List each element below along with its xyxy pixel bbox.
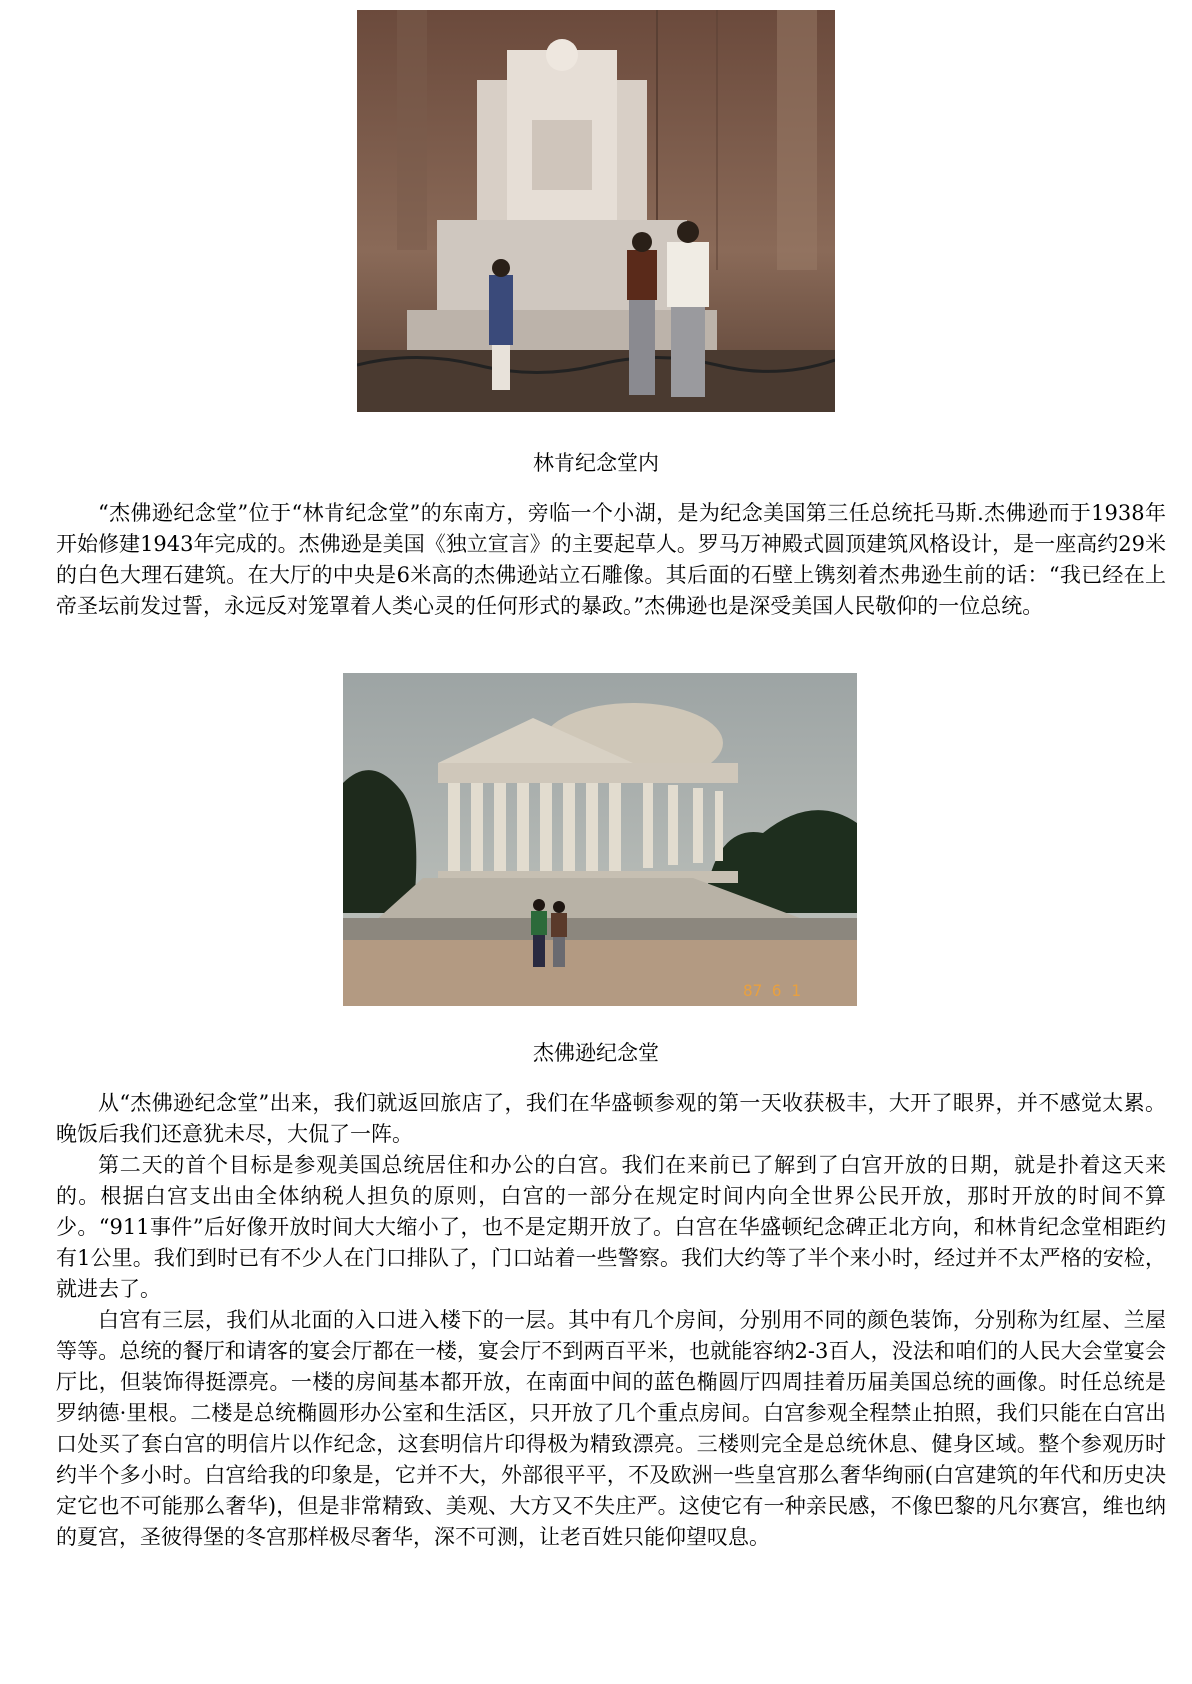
date-stamp: 87 6 1 [743,981,801,1000]
figure-caption: 林肯纪念堂内 [533,451,659,475]
paragraph: “杰佛逊纪念堂”位于“林肯纪念堂”的东南方，旁临一个小湖，是为纪念美国第三任总统托马斯.杰佛逊而于1938年开始修建1943年完成的。杰佛逊是美国《独立宣言》的主要起草人。罗马万神殿式圆顶建筑风格设计，是一座高约29米的白色大理石建筑。在大厅的中央是6米高的杰佛逊站立石雕像。其后面的石壁上镌刻着杰弗逊生前的话：“我已经在上帝圣坛前发过誓，永远反对笼罩着人类心灵的任何形式的暴政。”杰佛逊也是深受美国人民敬仰的一位总统。 [56,501,1166,618]
paragraph: 从“杰佛逊纪念堂”出来，我们就返回旅店了，我们在华盛顿参观的第一天收获极丰，大开了眼界，并不感觉太累。晚饭后我们还意犹未尽，大侃了一阵。 [56,1091,1166,1146]
jefferson-memorial-photo [343,673,857,1006]
figure-caption: 杰佛逊纪念堂 [533,1041,659,1065]
lincoln-statue-photo [357,10,835,412]
paragraph: 第二天的首个目标是参观美国总统居住和办公的白宫。我们在来前已了解到了白宫开放的日期，就是扑着这天来的。根据白宫支出由全体纳税人担负的原则，白宫的一部分在规定时间内向全世界公民开放，那时开放的时间不算少。“911事件”后好像开放时间大大缩小了，也不是定期开放了。白宫在华盛顿纪念碑正北方向，和林肯纪念堂相距约有1公里。我们到时已有不少人在门口排队了，门口站着一些警察。我们大约等了半个来小时，经过并不太严格的安检，就进去了。 [56,1153,1166,1301]
paragraph: 白宫有三层，我们从北面的入口进入楼下的一层。其中有几个房间，分别用不同的颜色装饰，分别称为红屋、兰屋等等。总统的餐厅和请客的宴会厅都在一楼，宴会厅不到两百平米，也就能容纳2-3百人，没法和咱们的人民大会堂宴会厅比，但装饰得挺漂亮。一楼的房间基本都开放，在南面中间的蓝色椭圆厅四周挂着历届美国总统的画像。时任总统是罗纳德·里根。二楼是总统椭圆形办公室和生活区，只开放了几个重点房间。白宫参观全程禁止拍照，我们只能在白宫出口处买了套白宫的明信片以作纪念，这套明信片印得极为精致漂亮。三楼则完全是总统休息、健身区域。整个参观历时约半个多小时。白宫给我的印象是，它并不大，外部很平平，不及欧洲一些皇宫那么奢华绚丽(白宫建筑的年代和历史决定它也不可能那么奢华)，但是非常精致、美观、大方又不失庄严。这使它有一种亲民感，不像巴黎的凡尔赛宫，维也纳的夏宫，圣彼得堡的冬宫那样极尽奢华，深不可测，让老百姓只能仰望叹息。 [56,1308,1166,1549]
